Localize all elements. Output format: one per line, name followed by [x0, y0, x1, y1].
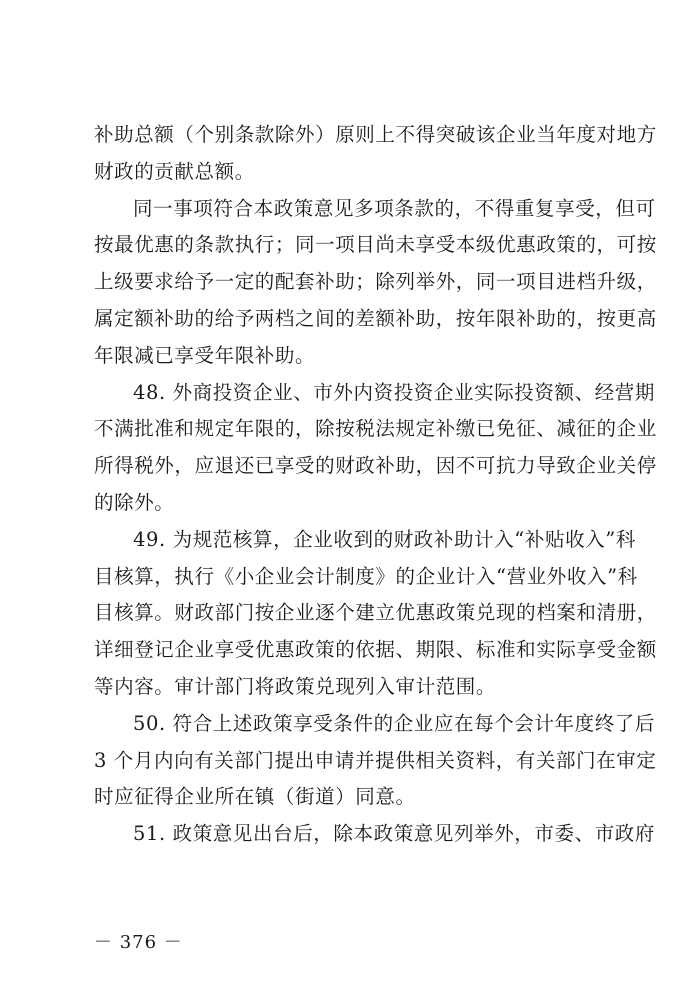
text-line: 财政的贡献总额。: [94, 159, 255, 183]
text-line: 上级要求给予一定的配套补助；除列举外，同一项目进档升级，: [94, 270, 657, 294]
text-line: 时应征得企业所在镇（街道）同意。: [94, 785, 416, 809]
text-line: 51. 政策意见出台后，除本政策意见列举外，市委、市政府: [133, 822, 656, 846]
paragraph-2: [94, 191, 657, 375]
text-line: 补助总额（个别条款除外）原则上不得突破该企业当年度对地方: [94, 123, 657, 146]
text-line: 目核算。财政部门按企业逐个建立优惠政策兑现的档案和清册，: [94, 601, 657, 625]
text-line: 所得税外，应退还已享受的财政补助，因不可抗力导致企业关停: [94, 454, 657, 478]
paragraph-1: [94, 117, 657, 191]
page-number: － 376 －: [94, 932, 183, 953]
text-line: 3 个月内向有关部门提出申请并提供相关资料，有关部门在审定: [94, 748, 657, 772]
text-line: 49. 为规范核算，企业收到的财政补助计入“补贴收入”科: [133, 527, 636, 551]
paragraph-51: [94, 816, 656, 853]
text-line: 目核算，执行《小企业会计制度》的企业计入“营业外收入”科: [94, 564, 638, 588]
text-line: 的除外。: [94, 490, 175, 514]
text-line: 按最优惠的条款执行；同一项目尚未享受本级优惠政策的，可按: [94, 233, 657, 257]
paragraph-48: [94, 375, 657, 522]
text-line: 同一事项符合本政策意见多项条款的，不得重复享受，但可: [133, 196, 656, 220]
text-line: 等内容。审计部门将政策兑现列入审计范围。: [94, 674, 497, 698]
text-line: 48. 外商投资企业、市外内资投资企业实际投资额、经营期: [133, 380, 656, 404]
paragraph-49: [94, 522, 657, 706]
text-line: 属定额补助的给予两档之间的差额补助，按年限补助的，按更高: [94, 306, 657, 330]
text-line: 年限减已享受年限补助。: [94, 343, 316, 367]
text-line: 详细登记企业享受优惠政策的依据、期限、标准和实际享受金额: [94, 638, 657, 662]
paragraph-50: [94, 706, 657, 816]
text-line: 50. 符合上述政策享受条件的企业应在每个会计年度终了后: [133, 711, 656, 735]
body-text: [94, 117, 657, 853]
text-line: 不满批准和规定年限的，除按税法规定补缴已免征、减征的企业: [94, 417, 657, 441]
